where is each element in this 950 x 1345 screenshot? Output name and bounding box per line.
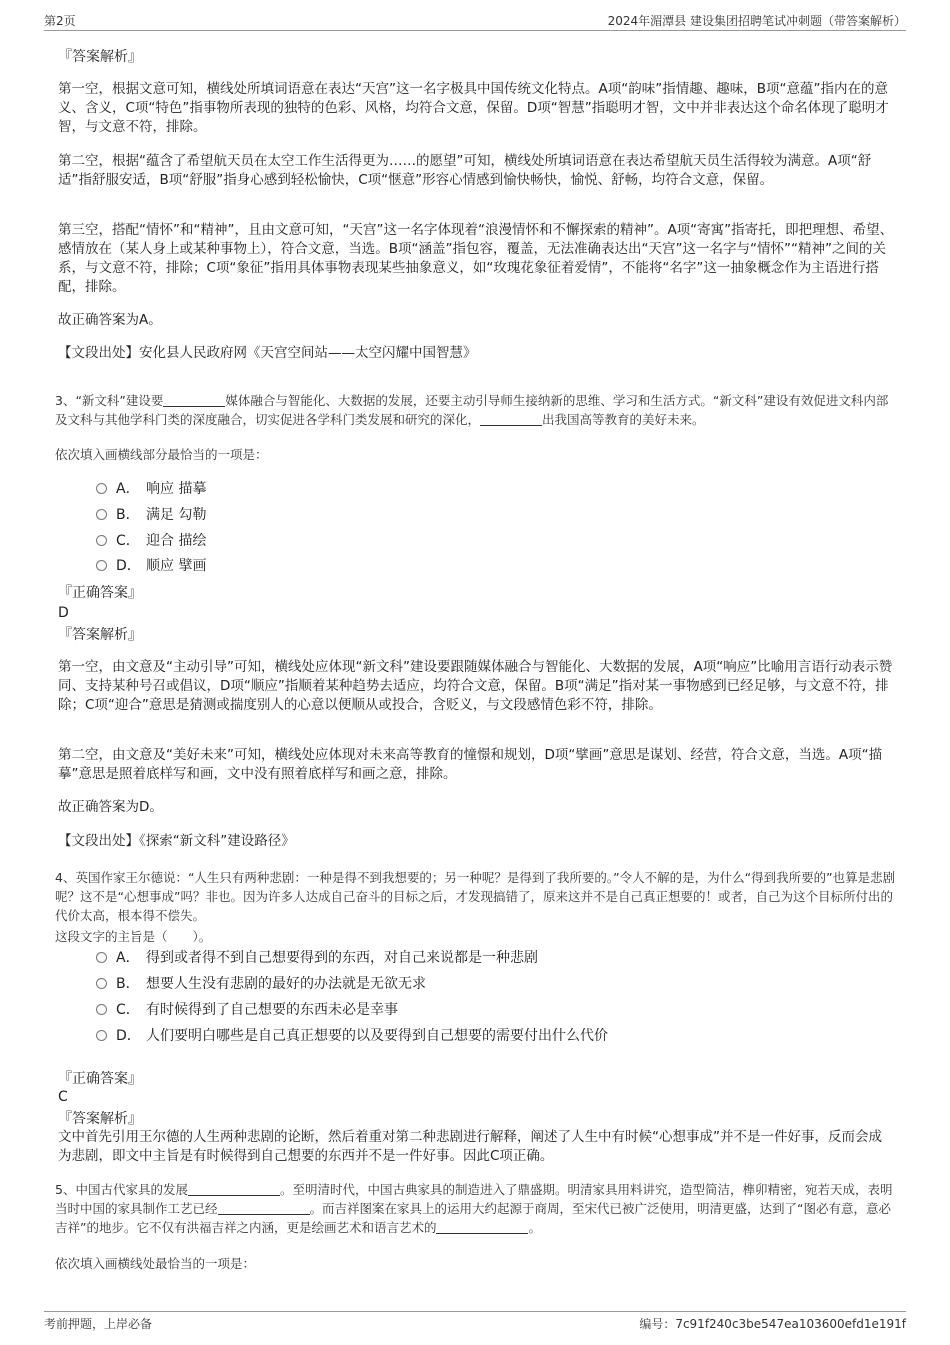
blank-line [163,393,225,407]
q3-source: 【文段出处】《探索“新文科”建设路径》 [58,833,295,849]
q4-analysis: 文中首先引用王尔德的人生两种悲剧的论断，然后着重对第二种悲剧进行解释，阐述了人生中有时候“心想事成”并不是一件好事，反而会成为悲剧，即文中主旨是有时候得到自己想要的东西并不是一件好事。因此C项正确。 [58,1129,882,1164]
q4-option-b[interactable]: B． 想要人生没有悲剧的最好的办法就是无欲无求 [96,975,426,994]
q3-analysis-label: 『答案解析』 [58,627,142,643]
q2-analysis-p2: 第二空，根据“蕴含了希望航天员在太空工作生活得更为……的愿望”可知，横线处所填词语意在表达希望航天员生活得较为满意。A项“舒适”指舒服安适，B项“舒服”指身心感到轻松愉快，C项“惬意”形容心情感到愉快畅快，愉悦、舒畅，均符合文意，保留。 [58,153,872,188]
radio-icon[interactable] [96,509,107,520]
q4-analysis-label: 『答案解析』 [58,1111,142,1127]
radio-icon[interactable] [96,1004,107,1015]
q3-option-b[interactable]: B． 满足 勾勒 [96,506,206,525]
q3-answer-label: 『正确答案』 [58,585,142,601]
q3-option-c[interactable]: C． 迎合 描绘 [96,532,206,551]
radio-icon[interactable] [96,560,107,571]
blank-line [188,1182,280,1196]
page-footer [44,1311,906,1333]
radio-icon[interactable] [96,535,107,546]
q2-analysis-p1: 第一空，根据文意可知，横线处所填词语意在表达“天宫”这一名字极具中国传统文化特点。A项“韵味”指情趣、趣味，B项“意蕴”指内在的意义、含义，C项“特色”指事物所表现的独特的色彩、风格，均符合文意，保留。D项“智慧”指聪明才智，文中并非表达这个命名体现了聪明才智，与文意不符，排除。 [58,81,889,135]
page-header [44,12,906,31]
q4-answer-label: 『正确答案』 [58,1071,142,1087]
q2-conclusion: 故正确答案为A。 [58,312,162,328]
q2-source: 【文段出处】安化县人民政府网《天宫空间站——太空闪耀中国智慧》 [58,345,477,361]
q3-analysis-p2: 第二空，由文意及“美好未来”可知，横线处应体现对未来高等教育的憧憬和规划，D项“擘画”意思是谋划、经营，符合文意，当选。A项“描摹”意思是照着底样写和画，文中没有照着底样写和画之意，排除。 [58,747,883,782]
q3-option-a[interactable]: A． 响应 描摹 [96,480,206,499]
document-title: 2024年湄潭县 建设集团招聘笔试冲刺题（带答案解析） [607,14,906,28]
q4-option-d[interactable]: D． 人们要明白哪些是自己真正想要的以及要得到自己想要的需要付出什么代价 [96,1027,608,1046]
q3-option-d[interactable]: D． 顺应 擘画 [96,557,206,576]
document-id: 编号：7c91f240c3be547ea103600efd1e191f [639,1317,906,1331]
q4-option-c[interactable]: C． 有时候得到了自己想要的东西未必是幸事 [96,1001,398,1020]
q3-stem: 3、“新文科”建设要 媒体融合与智能化、大数据的发展，还要主动引导师生接纳新的思维、学习和生活方式。“新文科”建设有效促进文科内部及文科与其他学科门类的深度融合，切实促进各学科门类发展和研究的深化， 出我国高等教育的美好未来。 [55,393,889,427]
q4-answer: C [58,1089,68,1105]
q2-analysis-p3: 第三空，搭配“情怀”和“精神”，且由文意可知，“天宫”这一名字体现着“浪漫情怀和不懈探索的精神”。A项“寄寓”指寄托，即把理想、希望、感情放在（某人身上或某种事物上），符合文意，当选。B项“涵盖”指包容，覆盖，无法准确表达出“天宫”这一名字与“情怀”“精神”之间的关系，与文意不符，排除；C项“象征”指用具体事物表现某些抽象意义，如“玫瑰花象征着爱情”，不能将“名字”这一抽象概念作为主语进行搭配，排除。 [58,222,894,295]
q3-analysis-p1: 第一空，由文意及“主动引导”可知，横线处应体现“新文科”建设要跟随媒体融合与智能化、大数据的发展，A项“响应”比喻用言语行动表示赞同、支持某种号召或倡议，D项“顺应”指顺着某种趋势去适应，均符合文意，保留。B项“满足”指对某一事物感到已经足够，与文意不符，排除；C项“迎合”意思是猜测或揣度别人的心意以便顺从或投合，含贬义，与文段感情色彩不符，排除。 [58,659,893,713]
q3-conclusion: 故正确答案为D。 [58,799,163,815]
blank-line [218,1201,310,1215]
q3-prompt: 依次填入画横线部分最恰当的一项是： [55,447,268,462]
q4-stem: 4、英国作家王尔德说：“人生只有两种悲剧：一种是得不到我想要的；另一种呢？是得到了我所要的。”令人不解的是，为什么“得到我所要的”也算是悲剧呢？这不是“心想事成”吗？非也。因为许多人达成自己奋斗的目标之后，才发现搞错了，原来这并不是自己真正想要的！或者，自己为这个目标所付出的代价太高，根本得不偿失。 [55,870,896,923]
blank-line [436,1220,528,1234]
q4-prompt: 这段文字的主旨是（ ）。 [55,929,212,944]
q5-prompt: 依次填入画横线处最恰当的一项是： [55,1256,256,1271]
q4-option-a[interactable]: A． 得到或者得不到自己想要得到的东西，对自己来说都是一种悲剧 [96,949,538,968]
blank-line [480,412,542,426]
radio-icon[interactable] [96,952,107,963]
q3-answer: D [58,605,69,621]
q5-stem: 5、中国古代家具的发展 。至明清时代，中国古典家具的制造进入了鼎盛期。明清家具用料讲究，造型简洁，榫卯精密，宛若天成，表明当时中国的家具制作工艺已经 。而吉祥图案在家具上的运用大约起源于商周，至宋代已被广泛使用，明清更盛，达到了“图必有意，意必吉祥”的地步。它不仅有洪福吉祥之内涵，更是绘画艺术和语言艺术的 。 [55,1182,893,1235]
footer-slogan: 考前押题，上岸必备 [44,1317,153,1331]
q2-analysis-label: 『答案解析』 [58,49,142,65]
radio-icon[interactable] [96,978,107,989]
radio-icon[interactable] [96,1030,107,1041]
radio-icon[interactable] [96,483,107,494]
page-number: 第2页 [44,14,76,28]
